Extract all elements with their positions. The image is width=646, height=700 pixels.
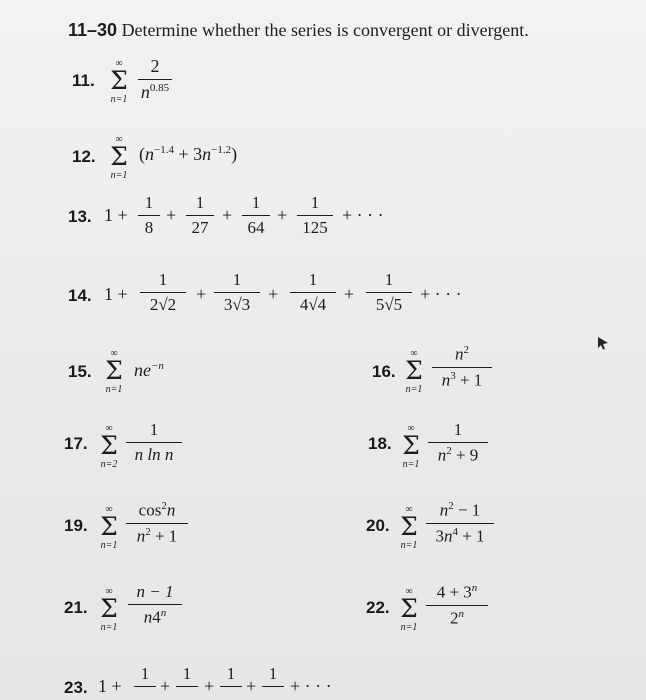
- fraction: n − 1 n4$^n$: [128, 582, 182, 628]
- sum-symbol: ∞ Σ n=1: [402, 423, 420, 470]
- problem-number: 16.: [372, 362, 396, 381]
- sum-symbol: [104, 58, 134, 105]
- sum-symbol: [104, 134, 134, 181]
- lead-term: 1 +: [104, 205, 128, 225]
- textbook-page: 11–30 Determine whether the series is convergent or divergent. 11. ∞ Σ n=1 2 $n^{0.85}$ 12. ∞ Σ n=1 $(n^{-1.4} + 3n^{-1.2})$ 13. 1 + 1 8 + 1 27 + 1 64 + 1 125 + · · · 14. 1 + 1 2√2 + 1 3√3 + 1 4√4 + 1 5√5 + · · · 15. ∞ Σ n=1 $ne^{-n}$ 16. ∞ Σ n=1 $n^2$ $n^3 + 1$ 17. ∞ Σ n=2 1 n ln n 18. ∞ Σ n=1 1 $n^2 + 9$ 19. ∞ Σ n=1 $\cos^2n$ $n^2 + 1$ 20. ∞ Σ n=1 $n^2 - 1$ $3n^4 + 1$ 21. ∞ Σ n=1 n − 1 n4$^n$ 22. ∞ Σ n=1 $4 + 3^n$ 2$^n$ 23. 1 + 1 + 1 + 1 + 1 + · · ·: [0, 0, 646, 700]
- fraction: 1 125: [297, 193, 333, 238]
- fraction: [138, 56, 172, 103]
- numerator: 2: [150, 56, 160, 76]
- ellipsis: + · · ·: [290, 676, 332, 696]
- problem-number: 13.: [68, 207, 92, 226]
- upper-limit: ∞: [115, 134, 123, 145]
- sigma: Σ: [110, 142, 128, 171]
- cursor-arrow-icon: [596, 336, 610, 350]
- problem-number: 14.: [68, 286, 92, 305]
- fraction: 1: [134, 664, 156, 689]
- sum-symbol: ∞ Σ n=1: [400, 504, 418, 551]
- fraction: $n^2 - 1$ $3n^4 + 1$: [426, 500, 494, 546]
- fraction: 1 4√4: [290, 270, 336, 315]
- lower-limit: n=1: [110, 94, 128, 105]
- fraction: 1: [220, 664, 242, 689]
- ellipsis: + · · ·: [420, 284, 462, 304]
- fraction: 1 5√5: [366, 270, 412, 315]
- problem-number: 17.: [64, 434, 88, 453]
- problem-number: 22.: [366, 598, 390, 617]
- problem-number: 19.: [64, 516, 88, 535]
- heading-number: 11–30: [68, 20, 118, 40]
- fraction: 1 n ln n: [126, 420, 182, 465]
- problem-number: 11.: [72, 71, 95, 90]
- problem-number: 15.: [68, 362, 92, 381]
- fraction: 1 64: [242, 193, 270, 238]
- fraction: $n^2$ $n^3 + 1$: [432, 344, 492, 390]
- sum-symbol: ∞ Σ n=1: [100, 504, 118, 551]
- fraction: $4 + 3^n$ 2$^n$: [426, 582, 488, 628]
- fraction: 1 8: [138, 193, 160, 238]
- sum-symbol: ∞ Σ n=1: [100, 586, 118, 633]
- problem-number: 12.: [72, 147, 96, 166]
- problem-number: 21.: [64, 598, 88, 617]
- problem-number: 18.: [368, 434, 392, 453]
- sum-symbol: ∞ Σ n=1: [405, 348, 423, 395]
- section-heading: [68, 20, 529, 41]
- denominator: $n^{0.85}$: [140, 82, 170, 102]
- heading-text: Determine whether the series is convergent or divergent.: [121, 20, 529, 40]
- upper-limit: ∞: [115, 58, 123, 69]
- fraction-bar: [138, 79, 172, 80]
- sum-symbol: ∞ Σ n=2: [100, 423, 118, 470]
- lead-term: 1 +: [104, 284, 128, 304]
- sum-symbol: ∞ Σ n=1: [105, 348, 123, 395]
- lead-term: 1 +: [98, 676, 122, 696]
- lower-limit: n=1: [110, 170, 128, 181]
- fraction: 1 27: [186, 193, 214, 238]
- ellipsis: + · · ·: [342, 205, 384, 225]
- expression: $ne^{-n}$: [134, 360, 164, 380]
- expression: $(n^{-1.4} + 3n^{-1.2})$: [139, 144, 238, 164]
- fraction: $\cos^2n$ $n^2 + 1$: [126, 500, 188, 546]
- sigma: Σ: [110, 66, 128, 95]
- fraction: 1 2√2: [140, 270, 186, 315]
- fraction: 1: [262, 664, 284, 689]
- fraction: 1 $n^2 + 9$: [428, 420, 488, 466]
- fraction: 1: [176, 664, 198, 689]
- fraction: 1 3√3: [214, 270, 260, 315]
- problem-number: 20.: [366, 516, 390, 535]
- problem-number: 23.: [64, 678, 88, 697]
- sum-symbol: ∞ Σ n=1: [400, 586, 418, 633]
